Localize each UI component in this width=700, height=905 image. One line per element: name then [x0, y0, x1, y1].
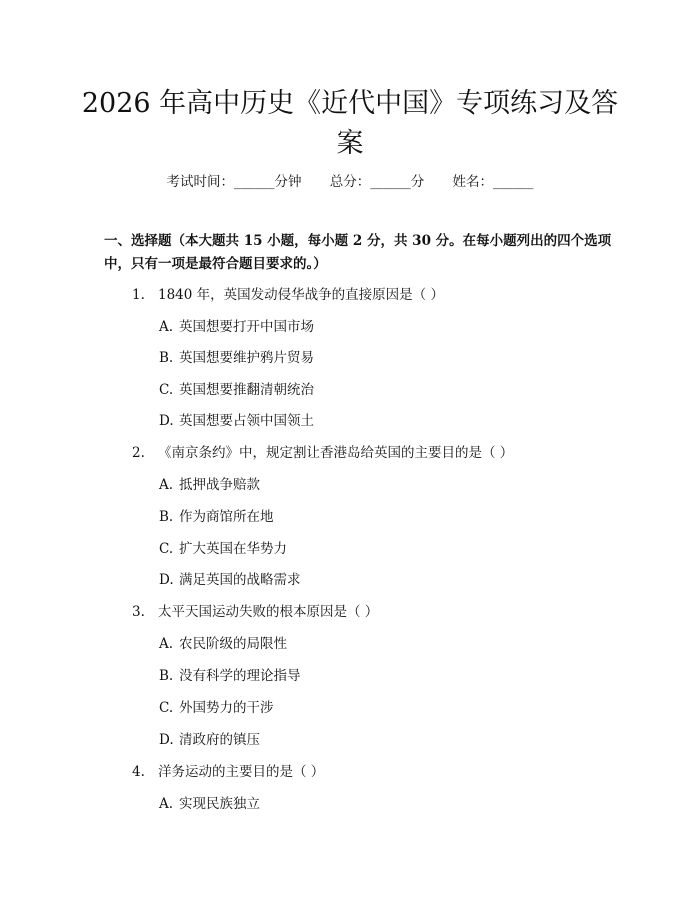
option-text: 清政府的镇压	[179, 732, 260, 748]
question-4	[132, 760, 324, 780]
option-letter: C.	[159, 382, 174, 398]
question-number: 4.	[132, 764, 145, 780]
option-letter: A.	[159, 319, 174, 335]
option-2a	[159, 473, 260, 493]
option-text: 英国想要推翻清朝统治	[179, 382, 314, 398]
student-name-field: 姓名：______	[452, 174, 534, 190]
option-text: 抵押战争赔款	[179, 477, 260, 493]
option-letter: B.	[159, 668, 174, 684]
option-text: 扩大英国在华势力	[179, 541, 287, 557]
question-number: 3.	[132, 604, 145, 620]
option-letter: C.	[159, 541, 174, 557]
option-3c	[159, 696, 274, 716]
option-2c	[159, 537, 287, 557]
option-4a	[159, 792, 260, 812]
question-1	[132, 283, 444, 303]
exam-info-line	[0, 170, 700, 190]
option-letter: A.	[159, 477, 174, 493]
option-text: 没有科学的理论指导	[179, 668, 301, 684]
option-3b	[159, 664, 301, 684]
option-letter: B.	[159, 509, 174, 525]
option-3d	[159, 728, 260, 748]
option-letter: D.	[159, 413, 174, 429]
option-1a	[159, 315, 314, 335]
exam-time-field: 考试时间：______分钟	[166, 174, 302, 190]
title-line-1: 2026 年高中历史《近代中国》专项练习及答	[81, 88, 619, 119]
option-letter: A.	[159, 636, 174, 652]
title-line-2: 案	[336, 128, 364, 159]
question-number: 1.	[132, 287, 145, 303]
option-letter: D.	[159, 572, 174, 588]
option-1d	[159, 409, 314, 429]
option-text: 英国想要维护鸦片贸易	[179, 350, 314, 366]
option-letter: C.	[159, 700, 174, 716]
option-text: 满足英国的战略需求	[179, 572, 301, 588]
option-text: 农民阶级的局限性	[179, 636, 287, 652]
option-text: 作为商馆所在地	[179, 509, 274, 525]
question-text: 洋务运动的主要目的是（ ）	[158, 764, 325, 780]
option-letter: D.	[159, 732, 174, 748]
question-text: 《南京条约》中，规定割让香港岛给英国的主要目的是（ ）	[158, 445, 514, 461]
option-2d	[159, 568, 301, 588]
option-text: 外国势力的干涉	[179, 700, 274, 716]
page-title	[0, 84, 700, 164]
option-2b	[159, 505, 274, 525]
total-score-field: 总分：______分	[329, 174, 425, 190]
option-1c	[159, 378, 314, 398]
question-text: 1840 年，英国发动侵华战争的直接原因是（ ）	[158, 287, 444, 303]
option-1b	[159, 346, 314, 366]
question-number: 2.	[132, 445, 145, 461]
section-heading: 一、选择题（本大题共 15 小题，每小题 2 分，共 30 分。在每小题列出的四个选项中，只有一项是最符合题目要求的。）	[104, 233, 612, 272]
option-letter: A.	[159, 796, 174, 812]
question-text: 太平天国运动失败的根本原因是（ ）	[158, 604, 379, 620]
option-letter: B.	[159, 350, 174, 366]
option-text: 英国想要打开中国市场	[179, 319, 314, 335]
option-text: 实现民族独立	[179, 796, 260, 812]
option-3a	[159, 632, 287, 652]
option-text: 英国想要占领中国领土	[179, 413, 314, 429]
question-3	[132, 600, 378, 620]
question-2	[132, 441, 513, 461]
